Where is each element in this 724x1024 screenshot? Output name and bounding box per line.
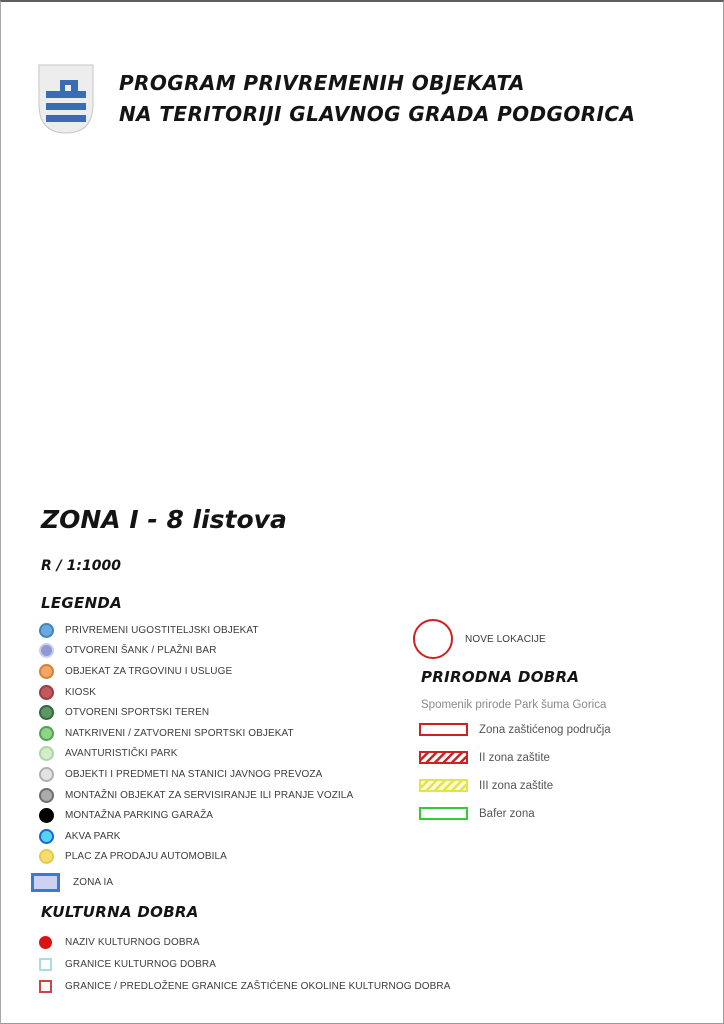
kulturna-dobra-swatch xyxy=(39,936,52,949)
legend-item-label: KIOSK xyxy=(65,686,97,698)
podgorica-coat-of-arms-logo xyxy=(36,64,96,136)
prirodna-dobra-swatch xyxy=(419,723,468,736)
legend-color-dot xyxy=(39,808,54,823)
kulturna-dobra-item xyxy=(31,931,461,953)
legend-color-dot xyxy=(39,664,54,679)
kulturna-dobra-item xyxy=(31,953,461,975)
document-title xyxy=(119,68,635,130)
legend-item xyxy=(31,805,431,826)
legend-item xyxy=(31,620,431,641)
kulturna-dobra-label: GRANICE KULTURNOG DOBRA xyxy=(65,958,217,970)
legend-item xyxy=(31,847,431,868)
legend-color-dot xyxy=(39,767,54,782)
legend-item xyxy=(31,723,431,744)
document-title-line2: NA TERITORIJI GLAVNOG GRADA PODGORICA xyxy=(119,102,636,126)
zona-ia-item xyxy=(31,873,113,892)
prirodna-dobra-swatch xyxy=(419,807,468,820)
kulturna-dobra-list xyxy=(31,931,461,997)
legend-item-label: OTVORENI SPORTSKI TEREN xyxy=(65,707,210,719)
legend-item-label: OBJEKTI I PREDMETI NA STANICI JAVNOG PREVOZA xyxy=(65,768,323,780)
legend-item xyxy=(31,702,431,723)
kulturna-dobra-label: NAZIV KULTURNOG DOBRA xyxy=(65,936,200,948)
kulturna-dobra-label: GRANICE / PREDLOŽENE GRANICE ZAŠTIĆENE OKOLINE KULTURNOG DOBRA xyxy=(65,980,451,992)
legend-color-dot xyxy=(39,788,54,803)
legend-item-label: AVANTURISTIČKI PARK xyxy=(65,748,178,760)
legend-item xyxy=(31,682,431,703)
prirodna-dobra-list xyxy=(419,723,719,835)
prirodna-dobra-subtitle: Spomenik prirode Park šuma Gorica xyxy=(421,699,607,711)
legend-item-label: MONTAŽNI OBJEKAT ZA SERVISIRANJE ILI PRANJE VOZILA xyxy=(65,789,354,801)
document-title-line1: PROGRAM PRIVREMENIH OBJEKATA xyxy=(119,71,525,95)
prirodna-dobra-item xyxy=(419,723,719,736)
legend-color-dot xyxy=(39,829,54,844)
legend-color-dot xyxy=(39,746,54,761)
prirodna-dobra-swatch xyxy=(419,779,468,792)
coat-of-arms-icon xyxy=(36,64,96,136)
legend-item xyxy=(31,785,431,806)
legend-item xyxy=(31,826,431,847)
legend-item-label: AKVA PARK xyxy=(65,830,121,842)
legend-item-label: PLAC ZA PRODAJU AUTOMOBILA xyxy=(65,851,227,863)
prirodna-dobra-label: II zona zaštite xyxy=(479,751,550,764)
zona-ia-label: ZONA IA xyxy=(73,877,114,888)
legend-item-label: NATKRIVENI / ZATVORENI SPORTSKI OBJEKAT xyxy=(65,727,294,739)
legend-item xyxy=(31,744,431,765)
map-scale: R / 1:1000 xyxy=(41,558,121,574)
nove-lokacije-circle xyxy=(413,619,453,659)
zone-title: ZONA I - 8 listova xyxy=(41,505,287,534)
legend-color-dot xyxy=(39,849,54,864)
kulturna-dobra-swatch xyxy=(39,980,52,993)
nove-lokacije-label: NOVE LOKACIJE xyxy=(465,633,546,645)
kulturna-dobra-item xyxy=(31,975,461,997)
nove-lokacije-item xyxy=(413,619,546,659)
prirodna-dobra-label: III zona zaštite xyxy=(479,779,554,792)
legend-item-label: MONTAŽNA PARKING GARAŽA xyxy=(65,810,214,822)
legend-color-dot xyxy=(39,623,54,638)
legend-item-label: PRIVREMENI UGOSTITELJSKI OBJEKAT xyxy=(65,624,259,636)
prirodna-dobra-swatch xyxy=(419,751,468,764)
legend-heading: LEGENDA xyxy=(41,594,123,612)
legend-item xyxy=(31,764,431,785)
legend-list xyxy=(31,620,431,867)
legend-item-label: OTVORENI ŠANK / PLAŽNI BAR xyxy=(65,645,217,657)
legend-item xyxy=(31,661,431,682)
prirodna-dobra-item xyxy=(419,807,719,820)
prirodna-dobra-label: Zona zaštićenog područja xyxy=(479,723,611,736)
legend-color-dot xyxy=(39,685,54,700)
legend-color-dot xyxy=(39,726,54,741)
kulturna-dobra-swatch xyxy=(39,958,52,971)
prirodna-dobra-heading: PRIRODNA DOBRA xyxy=(421,668,580,686)
legend-color-dot xyxy=(39,705,54,720)
legend-color-dot xyxy=(39,643,54,658)
zona-ia-swatch xyxy=(31,873,60,892)
legend-item-label: OBJEKAT ZA TRGOVINU I USLUGE xyxy=(65,665,233,677)
prirodna-dobra-item xyxy=(419,751,719,764)
prirodna-dobra-label: Bafer zona xyxy=(479,807,535,820)
kulturna-dobra-heading: KULTURNA DOBRA xyxy=(41,903,199,921)
legend-item xyxy=(31,641,431,662)
prirodna-dobra-item xyxy=(419,779,719,792)
